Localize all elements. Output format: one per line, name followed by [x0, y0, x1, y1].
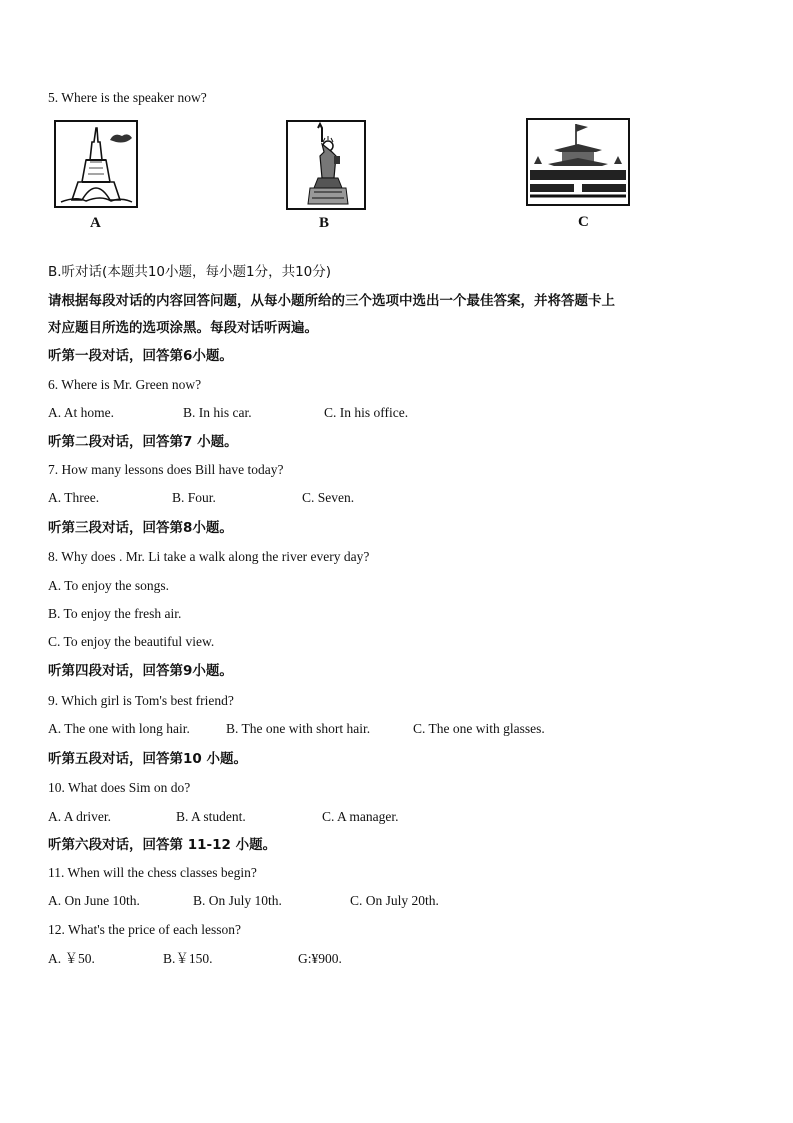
q10-option-b[interactable]: B. A student. [176, 809, 246, 824]
dialog-3-header: 听第三段对话，回答第8小题。 [48, 520, 233, 536]
statue-of-liberty-icon [288, 122, 364, 208]
q11-option-b[interactable]: B. On July 10th. [193, 893, 282, 908]
q11-option-a[interactable]: A. On June 10th. [48, 893, 140, 908]
q8-question: 8. Why does . Mr. Li take a walk along the river every day? [48, 549, 370, 564]
dialog-2-header: 听第二段对话，回答第7 小题。 [48, 434, 238, 450]
q8-option-c[interactable]: C. To enjoy the beautiful view. [48, 634, 215, 649]
tiananmen-gate-icon [528, 120, 628, 204]
q6-option-a[interactable]: A. At home. [48, 405, 114, 420]
q6-option-b[interactable]: B. In his car. [183, 405, 252, 420]
q10-option-c[interactable]: C. A manager. [322, 809, 399, 824]
q10-option-a[interactable]: A. A driver. [48, 809, 111, 824]
dialog-1-header: 听第一段对话，回答第6小题。 [48, 348, 233, 364]
tiananmen-picture[interactable] [526, 118, 630, 206]
q11-option-c[interactable]: C. On July 20th. [350, 893, 439, 908]
section-b-instruction-2: 对应题目所选的选项涂黑。每段对话听两遍。 [48, 320, 318, 336]
q5-question: 5. Where is the speaker now? [48, 90, 207, 105]
q12-option-c[interactable]: G:¥900. [298, 951, 342, 966]
dialog-6-header: 听第六段对话，回答第 11-12 小题。 [48, 837, 277, 853]
q9-option-c[interactable]: C. The one with glasses. [413, 721, 545, 736]
option-c-label: C [578, 214, 589, 230]
q8-option-a[interactable]: A. To enjoy the songs. [48, 578, 170, 593]
q12-question: 12. What's the price of each lesson? [48, 922, 241, 937]
section-b-instruction-1: 请根据每段对话的内容回答问题，从每小题所给的三个选项中选出一个最佳答案，并将答题卡上 [48, 293, 615, 309]
q9-question: 9. Which girl is Tom's best friend? [48, 693, 234, 708]
dialog-4-header: 听第四段对话，回答第9小题。 [48, 663, 233, 679]
q6-question: 6. Where is Mr. Green now? [48, 377, 202, 392]
q11-question: 11. When will the chess classes begin? [48, 865, 257, 880]
q9-option-a[interactable]: A. The one with long hair. [48, 721, 190, 736]
section-b-title: B.听对话(本题共10小题，每小题1分，共10分) [48, 264, 332, 280]
statue-of-liberty-picture[interactable] [286, 120, 366, 210]
q12-option-a[interactable]: A. ￥50. [48, 951, 95, 966]
option-a-label: A [90, 215, 101, 231]
q9-option-b[interactable]: B. The one with short hair. [226, 721, 371, 736]
q12-option-b[interactable]: B.￥150. [163, 951, 213, 966]
q7-question: 7. How many lessons does Bill have today? [48, 462, 284, 477]
dialog-5-header: 听第五段对话，回答第10 小题。 [48, 751, 247, 767]
q7-option-a[interactable]: A. Three. [48, 490, 100, 505]
q10-question: 10. What does Sim on do? [48, 780, 191, 795]
eiffel-tower-icon [56, 122, 136, 206]
q6-option-c[interactable]: C. In his office. [324, 405, 409, 420]
eiffel-tower-picture[interactable] [54, 120, 138, 208]
q8-option-b[interactable]: B. To enjoy the fresh air. [48, 606, 182, 621]
option-b-label: B [319, 215, 330, 231]
q7-option-c[interactable]: C. Seven. [302, 490, 355, 505]
q7-option-b[interactable]: B. Four. [172, 490, 216, 505]
